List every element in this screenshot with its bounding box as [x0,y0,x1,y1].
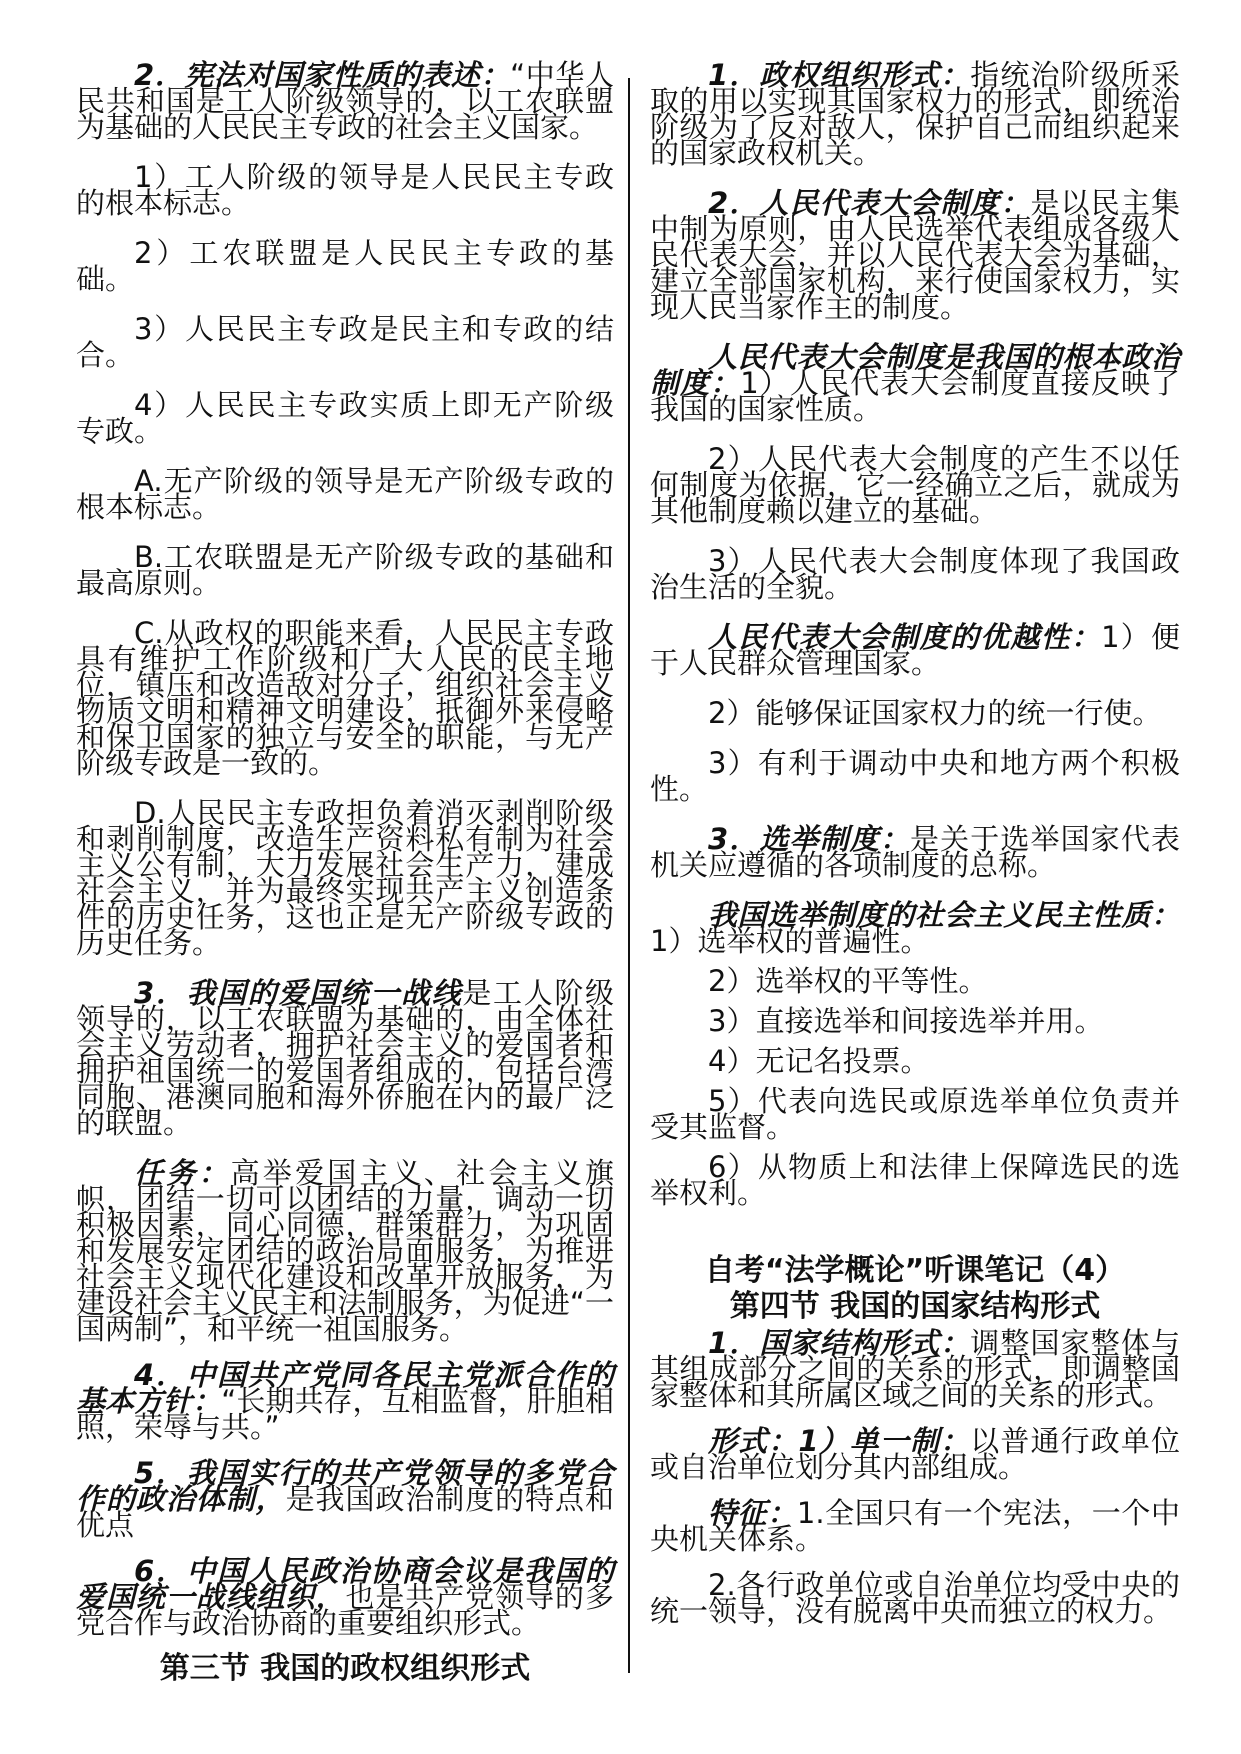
paragraph [650,58,1180,170]
paragraph [76,1358,614,1444]
paragraph-text: 1.全国只有一个宪法，一个中央机关体系。 [650,1496,1180,1556]
paragraph: 3）人民代表大会制度体现了我国政治生活的全貌。 [650,544,1180,604]
paragraph-heading: 1．政权组织形式： [708,58,971,92]
paragraph: 2）工农联盟是人民民主专政的基础。 [76,236,614,296]
paragraph-text: 以普通行政单位或自治单位划分其内部组成。 [650,1424,1180,1484]
paragraph [650,822,1180,882]
paragraph: 2）选举权的平等性。 [708,964,988,998]
paragraph [76,1554,614,1640]
paragraph-text: 调整国家整体与其组成部分之间的关系的形式，即调整国家整体和其所属区域之间的关系的形式。 [650,1326,1180,1412]
paragraph: 3）直接选举和间接选举并用。 [708,1004,1104,1038]
paragraph: 5）代表向选民或原选举单位负责并受其监督。 [650,1084,1180,1144]
paragraph: 2）能够保证国家权力的统一行使。 [708,696,1162,730]
paragraph-text: 是我国政治制度的特点和优点 [76,1482,614,1542]
paragraph [650,620,1180,680]
paragraph: 3）有利于调动中央和地方两个积极性。 [650,746,1180,806]
paragraph-text: 也是共产党领导的多党合作与政治协商的重要组织形式。 [76,1580,614,1640]
paragraph: 1）工人阶级的领导是人民民主专政的根本标志。 [76,160,614,220]
paragraph-heading: 任务： [134,1156,231,1190]
paragraph-text: 是工人阶级领导的，以工农联盟为基础的，由全体社会主义劳动者，拥护社会主义的爱国者和拥护祖国统一的爱国者组成的，包括台湾同胞、港澳同胞和海外侨胞在内的最广泛的联盟。 [76,976,614,1140]
paragraph-text: 是以民主集中制为原则，由人民选举代表组成各级人民代表大会，并以人民代表大会为基础，建立全部国家机构，来行使国家权力，实现人民当家作主的制度。 [650,186,1180,324]
paragraph [650,186,1180,324]
paragraph-heading: 人民代表大会制度是我国的根本政治制度： [650,340,1180,400]
paragraph-heading: 5．我国实行的共产党领导的多党合作的政治体制， [76,1456,614,1516]
paragraph-heading: 3．选举制度： [708,822,911,856]
paragraph [650,1326,1180,1412]
paragraph-heading: 1．国家结构形式： [708,1326,971,1360]
paragraph-text: 高举爱国主义、社会主义旗帜，团结一切可以团结的力量，调动一切积极因素，同心同德，群策群力，为巩固和发展安定团结的政治局面服务，为推进社会主义现代化建设和改革开放服务，为建设社会主义民主和法制服务，为促进“一国两制”，和平统一祖国服务。 [76,1156,614,1346]
paragraph-text: 指统治阶级所采取的用以实现其国家权力的形式，即统治阶级为了反对敌人，保护自己而组织起来的国家政权机关。 [650,58,1180,170]
paragraph: 4）无记名投票。 [708,1044,930,1078]
column-divider [628,78,630,1673]
paragraph-heading: 2．宪法对国家性质的表述： [134,58,511,92]
paragraph-text: 1）便于人民群众管理国家。 [650,620,1180,680]
paragraph-heading: 特征： [708,1496,797,1530]
paragraph [650,340,1180,426]
paragraph [76,976,614,1140]
paragraph-heading: 人民代表大会制度的优越性： [708,620,1102,654]
paragraph: 4）人民民主专政实质上即无产阶级专政。 [76,388,614,448]
paragraph [76,58,614,144]
section-heading: 第四节 我国的国家结构形式 [729,1289,1101,1324]
paragraph [650,1424,1180,1484]
paragraph-text: “长期共存，互相监督，肝胆相照，荣辱与共。” [76,1384,614,1444]
notes-title: 自考“法学概论”听课笔记（4） [704,1253,1126,1288]
paragraph-heading: 2．人民代表大会制度： [708,186,1031,220]
paragraph-heading: 我国选举制度的社会主义民主性质： [708,898,1180,932]
paragraph: C.从政权的职能来看，人民民主专政具有维护工作阶级和广大人民的民主地位，镇压和改造敌对分子，组织社会主义物质文明和精神文明建设，抵御外来侵略和保卫国家的独立与安全的职能，与无产阶级专政是一致的。 [76,616,614,780]
paragraph: 2.各行政单位或自治单位均受中央的统一领导，没有脱离中央而独立的权力。 [650,1568,1180,1628]
section-heading: 第三节 我国的政权组织形式 [159,1651,531,1686]
paragraph-text: 1）人民代表大会制度直接反映了我国的国家性质。 [650,366,1180,426]
paragraph: A.无产阶级的领导是无产阶级专政的根本标志。 [76,464,614,524]
paragraph-text: 是关于选举国家代表机关应遵循的各项制度的总称。 [650,822,1180,882]
paragraph-heading: 形式：1）单一制： [708,1424,971,1458]
right-column [650,58,1180,1628]
paragraph-text: 1）选举权的普遍性。 [650,924,930,958]
paragraph: 6）从物质上和法律上保障选民的选举权利。 [650,1150,1180,1210]
left-column [76,58,614,1686]
paragraph [650,898,1180,958]
paragraph-heading: 3．我国的爱国统一战线 [134,976,463,1010]
paragraph: D.人民民主专政担负着消灭剥削阶级和剥削制度，改造生产资料私有制为社会主义公有制，大力发展社会生产力，建成社会主义，并为最终实现共产主义创造条件的历史任务，这也正是无产阶级专政的历史任务。 [76,796,614,960]
paragraph-heading: 4．中国共产党同各民主党派合作的基本方针： [76,1358,614,1418]
paragraph: 2）人民代表大会制度的产生不以任何制度为依据，它一经确立之后，就成为其他制度赖以建立的基础。 [650,442,1180,528]
paragraph: B.工农联盟是无产阶级专政的基础和最高原则。 [76,540,614,600]
paragraph: 3）人民民主专政是民主和专政的结合。 [76,312,614,372]
paragraph [76,1456,614,1542]
paragraph-heading: 6．中国人民政治协商会议是我国的爱国统一战线组织， [76,1554,614,1614]
paragraph-text: “中华人民共和国是工人阶级领导的，以工农联盟为基础的人民民主专政的社会主义国家。 [76,58,614,144]
paragraph [76,1156,614,1346]
paragraph [650,1496,1180,1556]
